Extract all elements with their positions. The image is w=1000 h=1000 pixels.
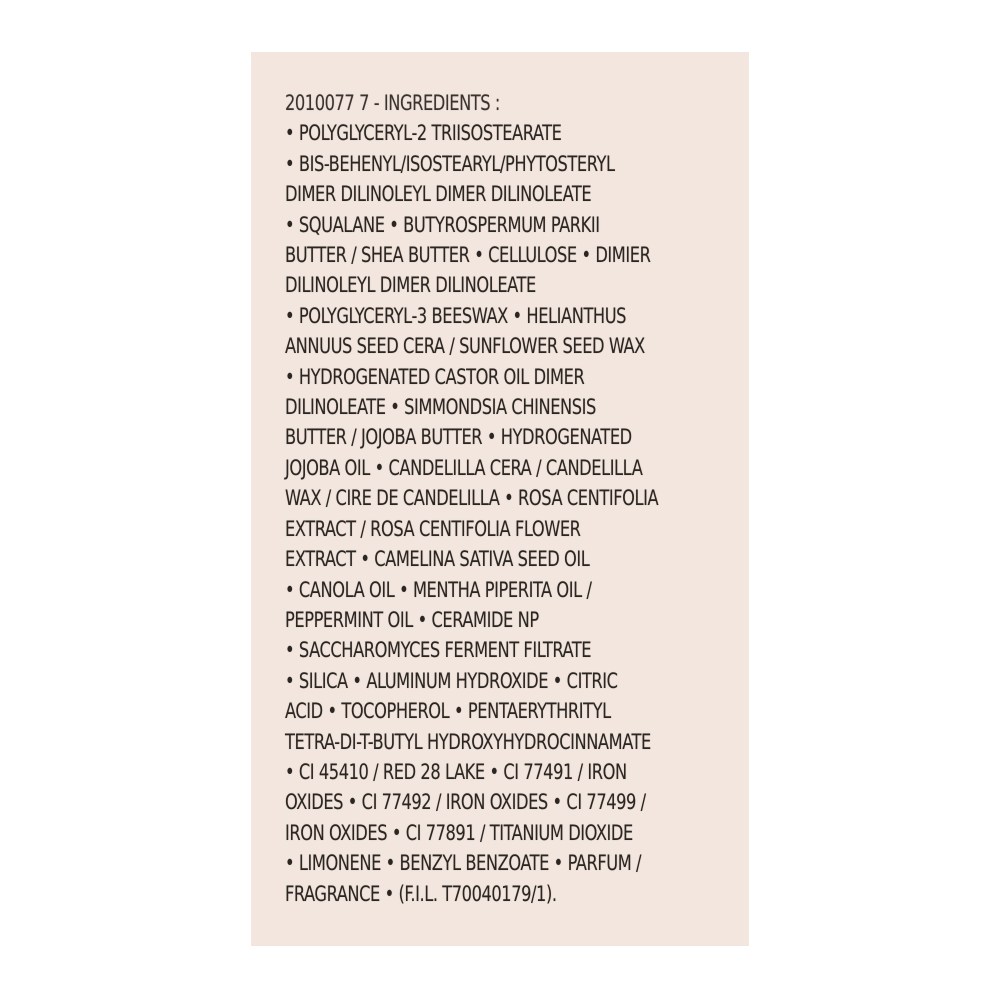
ingredients-line: • SQUALANE • BUTYROSPERMUM PARKII (285, 212, 600, 237)
ingredients-line: • POLYGLYCERYL-3 BEESWAX • HELIANTHUS (285, 303, 627, 328)
ingredients-line: ANNUUS SEED CERA / SUNFLOWER SEED WAX (285, 334, 645, 359)
ingredients-line: • POLYGLYCERYL-2 TRIISOSTEARATE (285, 121, 562, 146)
ingredients-line: EXTRACT / ROSA CENTIFOLIA FLOWER (285, 516, 581, 541)
ingredients-line: • CI 45410 / RED 28 LAKE • CI 77491 / IRON (285, 759, 627, 784)
ingredients-line: • LIMONENE • BENZYL BENZOATE • PARFUM / (285, 851, 642, 876)
ingredients-line: FRAGRANCE • (F.I.L. T70040179/1). (285, 881, 557, 906)
ingredients-line: TETRA-DI-T-BUTYL HYDROXYHYDROCINNAMATE (285, 729, 651, 754)
ingredients-line: OXIDES • CI 77492 / IRON OXIDES • CI 77499 / (285, 790, 646, 815)
ingredients-line: DILINOLEATE • SIMMONDSIA CHINENSIS (285, 395, 596, 420)
ingredients-line: • SACCHAROMYCES FERMENT FILTRATE (285, 638, 592, 663)
ingredients-label (251, 52, 749, 946)
ingredients-line: EXTRACT • CAMELINA SATIVA SEED OIL (285, 547, 590, 572)
ingredients-line: WAX / CIRE DE CANDELILLA • ROSA CENTIFOLIA (285, 486, 659, 511)
ingredients-line: PEPPERMINT OIL • CERAMIDE NP (285, 607, 539, 632)
ingredients-list (285, 88, 745, 909)
ingredients-line: DILINOLEYL DIMER DILINOLEATE (285, 273, 536, 298)
ingredients-line: JOJOBA OIL • CANDELILLA CERA / CANDELILLA (285, 455, 643, 480)
ingredients-line: BUTTER / SHEA BUTTER • CELLULOSE • DIMIER (285, 243, 651, 268)
ingredients-line: • HYDROGENATED CASTOR OIL DIMER (285, 364, 585, 389)
ingredients-line: IRON OXIDES • CI 77891 / TITANIUM DIOXIDE (285, 820, 633, 845)
ingredients-line: • CANOLA OIL • MENTHA PIPERITA OIL / (285, 577, 592, 602)
ingredients-line: • SILICA • ALUMINUM HYDROXIDE • CITRIC (285, 668, 618, 693)
ingredients-line: • BIS-BEHENYL/ISOSTEARYL/PHYTOSTERYL (285, 151, 615, 176)
ingredients-line: DIMER DILINOLEYL DIMER DILINOLEATE (285, 182, 592, 207)
ingredients-header: 2010077 7 - INGREDIENTS : (285, 91, 500, 115)
ingredients-line: ACID • TOCOPHEROL • PENTAERYTHRITYL (285, 699, 611, 724)
ingredients-line: BUTTER / JOJOBA BUTTER • HYDROGENATED (285, 425, 632, 450)
